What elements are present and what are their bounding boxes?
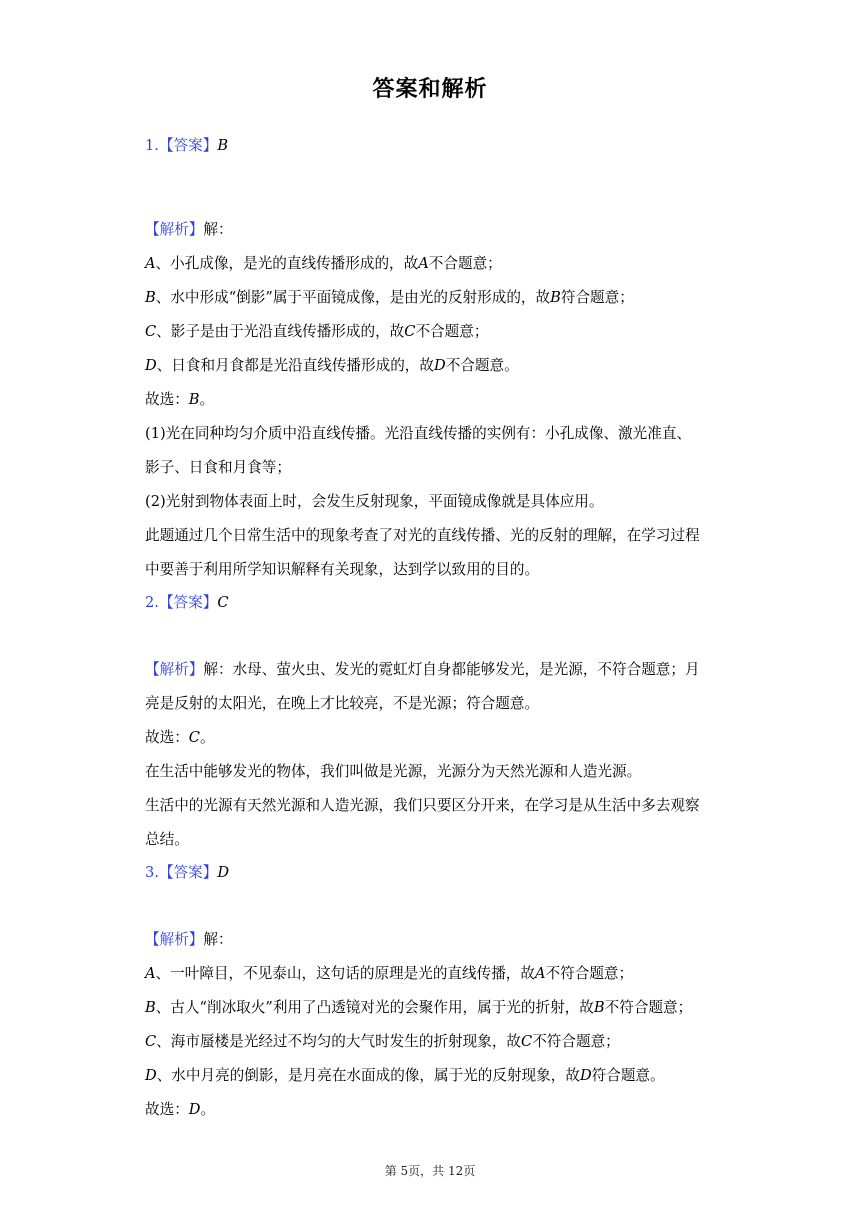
option-tail: 不符合题意；: [545, 965, 634, 982]
choose-end: 。: [199, 391, 215, 408]
q1-analysis-intro: 解：: [203, 221, 233, 238]
option-ref: D: [579, 1067, 592, 1084]
q2-number: 2.: [145, 594, 159, 611]
q3-analysis-tag: 【解析】: [145, 931, 204, 948]
q1-note-line: 中要善于利用所学知识解释有关现象，达到学以致用的目的。: [145, 561, 540, 578]
q1-option-line: [145, 288, 725, 308]
option-ref: B: [593, 999, 605, 1016]
q3-answer: D: [217, 864, 230, 881]
q3-option-line: [145, 1032, 725, 1052]
q1-analysis-line: [145, 220, 725, 240]
page-footer: 第 5页，共 12页: [384, 1164, 476, 1178]
q3-option-line: [145, 1066, 725, 1086]
option-ref: C: [521, 1033, 533, 1050]
q1-answer-line: [145, 136, 725, 156]
choose-end: 。: [200, 1101, 216, 1118]
option-text: 、小孔成像，是光的直线传播形成的，故: [155, 255, 419, 272]
q1-option-line: [145, 254, 725, 274]
page-title: 答案和解析: [372, 77, 488, 102]
option-letter: B: [145, 289, 156, 306]
option-tail: 符合题意。: [591, 1067, 665, 1084]
q1-option-line: [145, 356, 725, 376]
option-letter: C: [145, 323, 157, 340]
option-tail: 不符合题意；: [532, 1033, 620, 1050]
q1-note-line: (1)光在同种均匀介质中沿直线传播。光沿直线传播的实例有：小孔成像、激光准直、: [145, 425, 692, 442]
option-text: 、海市蜃楼是光经过不均匀的大气时发生的折射现象，故: [156, 1033, 522, 1050]
q1-choose-line: [145, 390, 725, 410]
q2-analysis-text: 解：水母、萤火虫、发光的霓虹灯自身都能够发光，是光源，不符合题意；月: [203, 661, 700, 678]
q3-option-line: [145, 964, 725, 984]
option-text: 、影子是由于光沿直线传播形成的，故: [156, 323, 405, 340]
option-tail: 符合题意；: [560, 289, 634, 306]
option-text: 、古人“削冰取火”利用了凸透镜对光的会聚作用，属于光的折射，故: [155, 999, 594, 1016]
choose-answer: D: [188, 1101, 201, 1118]
choose-answer: C: [188, 729, 200, 746]
option-tail: 不合题意；: [428, 255, 502, 272]
q1-analysis-tag: 【解析】: [145, 221, 204, 238]
choose-prefix: 故选：: [145, 391, 189, 408]
option-ref: D: [434, 357, 446, 374]
q2-choose-line: [145, 728, 725, 748]
q2-analysis-tag: 【解析】: [145, 661, 204, 678]
option-letter: A: [145, 255, 156, 272]
q3-analysis-line: [145, 930, 725, 950]
q2-note-line: 总结。: [145, 831, 189, 848]
q3-choose-line: [145, 1100, 725, 1120]
q1-note-line: 此题通过几个日常生活中的现象考查了对光的直线传播、光的反射的理解，在学习过程: [145, 527, 700, 544]
option-letter: A: [145, 965, 156, 982]
option-text: 、水中形成“倒影”属于平面镜成像，是由光的反射形成的，故: [155, 289, 551, 306]
option-text: 、一叶障目，不见泰山，这句话的原理是光的直线传播，故: [155, 965, 535, 982]
q3-option-line: [145, 998, 725, 1018]
option-letter: D: [145, 357, 157, 374]
q2-note-line: 在生活中能够发光的物体，我们叫做是光源，光源分为天然光源和人造光源。: [145, 763, 642, 780]
choose-prefix: 故选：: [145, 1101, 189, 1118]
option-text: 、日食和月食都是光沿直线传播形成的，故: [156, 357, 434, 374]
q2-answer-line: [145, 593, 725, 613]
q3-number: 3.: [145, 864, 159, 881]
option-letter: C: [145, 1033, 157, 1050]
option-text: 、水中月亮的倒影，是月亮在水面成的像，属于光的反射现象，故: [156, 1067, 580, 1084]
option-tail: 不合题意；: [415, 323, 489, 340]
q1-option-line: [145, 322, 725, 342]
q1-number: 1.: [145, 137, 159, 154]
q3-answer-line: [145, 863, 725, 883]
option-letter: B: [145, 999, 156, 1016]
q3-answer-tag: 【答案】: [158, 864, 218, 881]
q2-answer-tag: 【答案】: [158, 594, 218, 611]
q1-answer: B: [217, 137, 229, 154]
option-ref: A: [418, 255, 429, 272]
q1-answer-tag: 【答案】: [158, 137, 218, 154]
q2-analysis-line: [145, 660, 725, 680]
option-ref: C: [404, 323, 416, 340]
option-ref: B: [550, 289, 561, 306]
q2-note-line: 生活中的光源有天然光源和人造光源，我们只要区分开来，在学习是从生活中多去观察: [145, 797, 700, 814]
q3-analysis-intro: 解：: [203, 931, 233, 948]
choose-end: 。: [199, 729, 215, 746]
choose-answer: B: [188, 391, 200, 408]
option-tail: 不符合题意；: [604, 999, 693, 1016]
q2-analysis-continuation: 亮是反射的太阳光，在晚上才比较亮，不是光源；符合题意。: [145, 695, 540, 712]
option-letter: D: [145, 1067, 157, 1084]
option-ref: A: [535, 965, 546, 982]
option-tail: 不合题意。: [445, 357, 519, 374]
choose-prefix: 故选：: [145, 729, 189, 746]
q1-note-line: 影子、日食和月食等；: [145, 459, 291, 476]
q1-note-line: (2)光射到物体表面上时，会发生反射现象，平面镜成像就是具体应用。: [145, 493, 604, 510]
q2-answer: C: [217, 594, 229, 611]
